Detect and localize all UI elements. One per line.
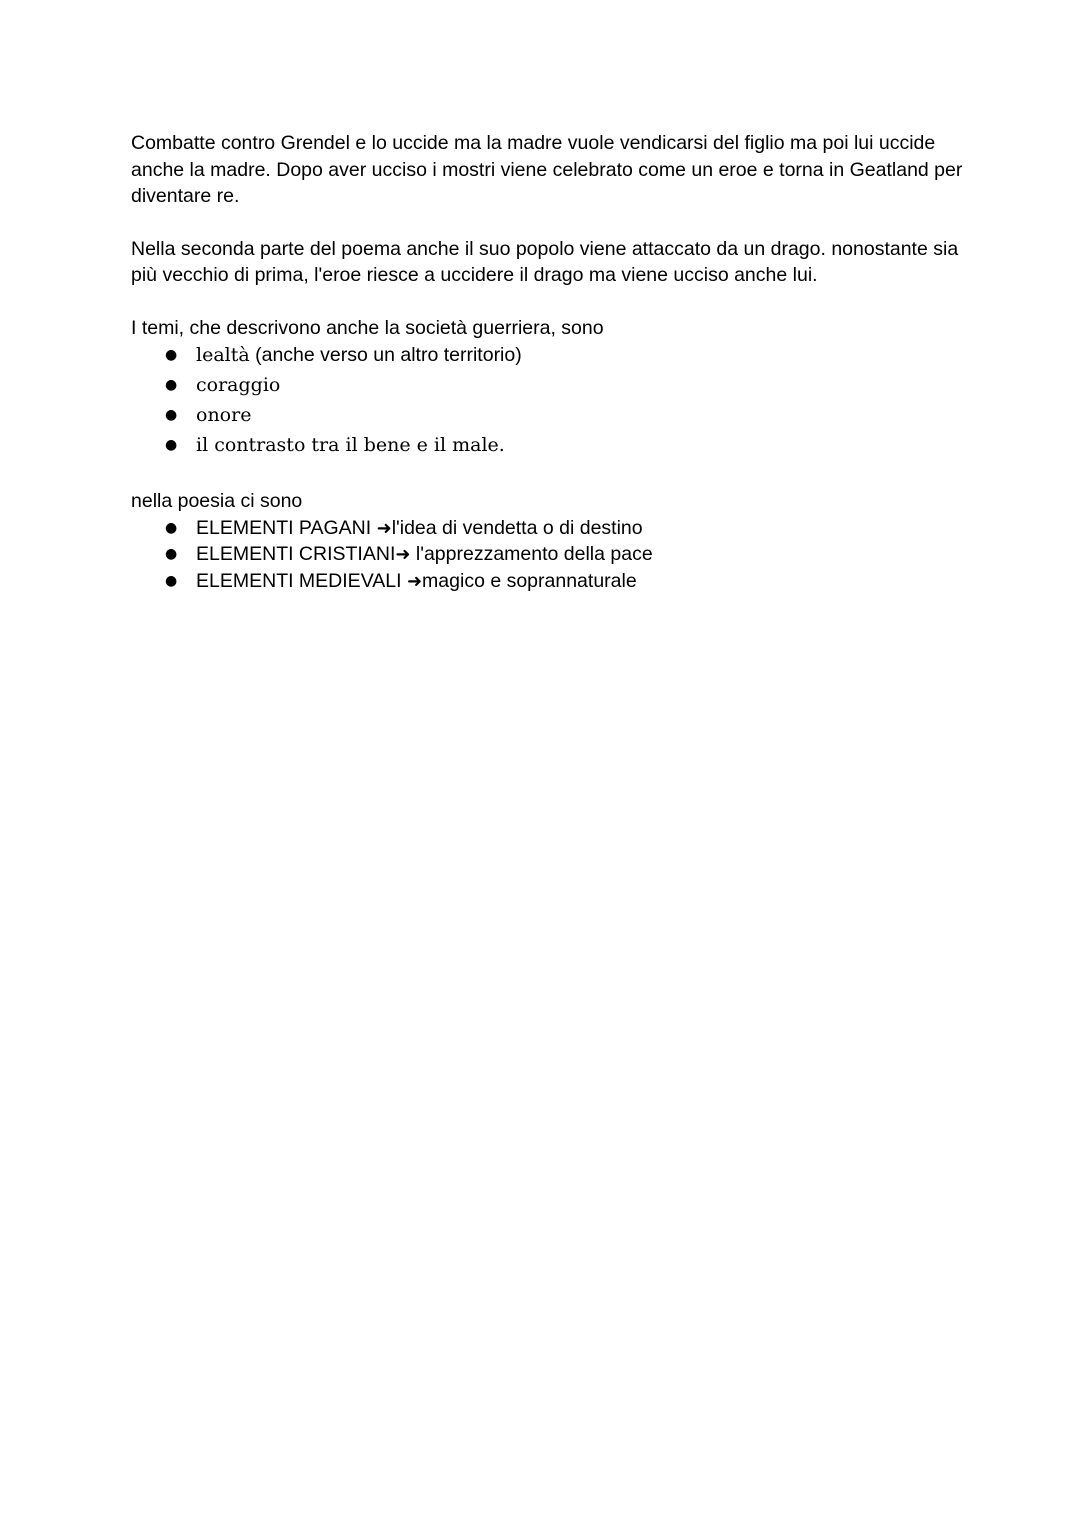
paragraph-elements-intro: nella poesia ci sono <box>131 490 303 512</box>
element-label: ELEMENTI PAGANI <box>196 516 377 539</box>
element-label: ELEMENTI MEDIEVALI <box>196 569 407 592</box>
bullet-icon: ● <box>165 546 178 562</box>
list-item <box>131 541 971 568</box>
list-item <box>131 431 971 461</box>
document-body <box>131 130 971 594</box>
list-item <box>131 515 971 542</box>
theme-lead: onore <box>196 404 252 426</box>
arrow-right-icon: ➜ <box>406 570 423 592</box>
themes-list <box>131 341 971 461</box>
arrow-right-icon: ➜ <box>376 517 392 539</box>
element-text: magico e soprannaturale <box>422 569 637 592</box>
bullet-icon: ● <box>165 519 178 536</box>
list-item <box>131 568 971 595</box>
bullet-icon: ● <box>165 407 178 423</box>
element-label: ELEMENTI CRISTIANI <box>196 543 396 565</box>
paragraph-themes-intro: I temi, che descrivono anche la società guerriera, sono <box>131 316 604 339</box>
arrow-right-icon: ➜ <box>395 544 411 565</box>
theme-lead: il contrasto tra il bene e il male. <box>196 434 505 456</box>
element-text: l'apprezzamento della pace <box>410 543 653 565</box>
bullet-icon: ● <box>165 377 178 393</box>
list-item <box>131 371 971 401</box>
elements-list <box>131 515 971 595</box>
theme-rest: (anche verso un altro territorio) <box>249 344 522 366</box>
bullet-icon: ● <box>165 437 178 453</box>
theme-lead: lealtà <box>196 344 250 366</box>
bullet-icon: ● <box>165 572 178 589</box>
paragraph-grendel: Combatte contro Grendel e lo uccide ma la madre vuole vendicarsi del figlio ma poi lui uccide anche la madre. Dopo aver ucciso i mostri viene celebrato come un eroe e torna in Geatland per diventare re. <box>131 132 963 207</box>
theme-lead: coraggio <box>196 374 281 396</box>
element-text: l'idea di vendetta o di destino <box>391 516 643 539</box>
bullet-icon: ● <box>165 347 178 363</box>
paragraph-dragon: Nella seconda parte del poema anche il suo popolo viene attaccato da un drago. nonostante sia più vecchio di prima, l'eroe riesce a uccidere il drago ma viene ucciso anche lui. <box>131 237 959 286</box>
list-item <box>131 341 971 371</box>
list-item <box>131 401 971 431</box>
